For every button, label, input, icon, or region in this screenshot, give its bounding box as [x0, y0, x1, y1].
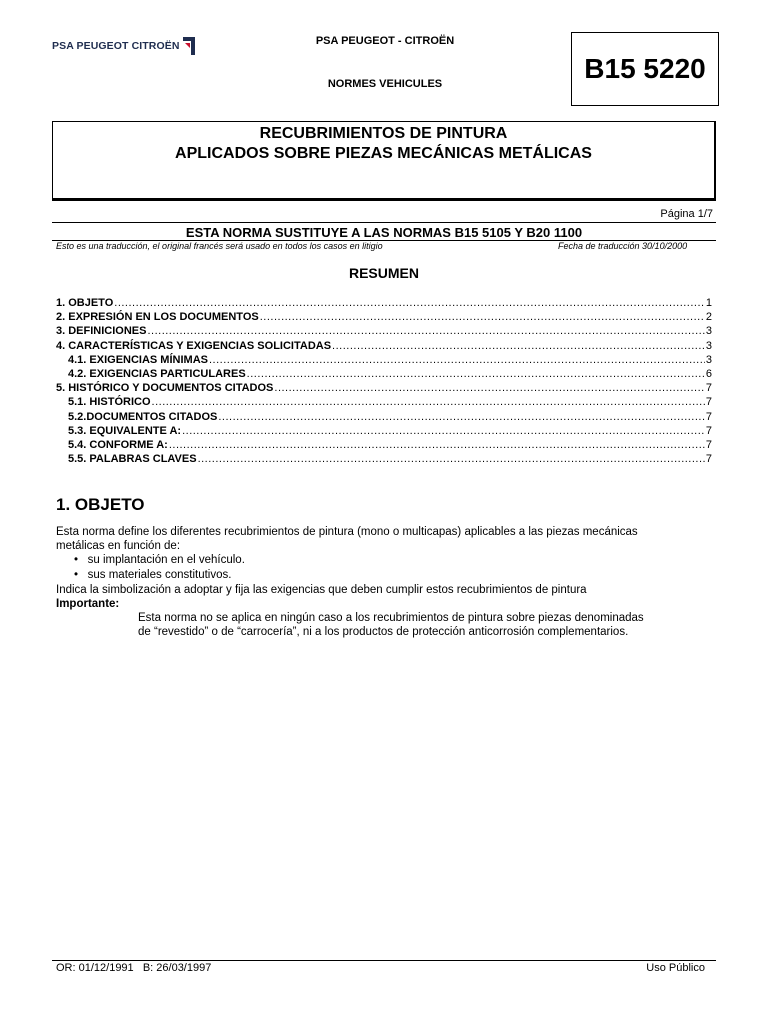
company-name: PSA PEUGEOT - CITROËN: [315, 35, 455, 47]
important-line-2: de “revestido” o de “carrocería”, ni a los productos de protección anticorrosión complementarios.: [138, 626, 629, 638]
toc-entry[interactable]: [56, 381, 712, 395]
toc-entry-page: 7: [705, 438, 712, 451]
toc-entry-page: 7: [705, 453, 712, 466]
toc-leader-dots: [198, 452, 705, 466]
toc-entry-page: 1: [705, 297, 712, 309]
toc-entry-page: 6: [705, 367, 712, 380]
summary-heading: RESUMEN: [348, 265, 419, 281]
body-line-3: Indica la simbolización a adoptar y fija las exigencias que deben cumplir estos recubrimientos de pintura: [56, 584, 587, 596]
toc-leader-dots: [332, 339, 705, 353]
toc-entry-label: 1. OBJETO: [56, 297, 114, 309]
toc-entry-label: 3. DEFINICIONES: [56, 325, 147, 338]
translation-note: Esto es una traducción, el original francés será usado en todos los casos en litigio: [56, 241, 383, 251]
toc-entry[interactable]: [56, 339, 712, 353]
toc-leader-dots: [260, 310, 705, 324]
bullet-item: [74, 554, 245, 566]
toc-leader-dots: [169, 438, 705, 452]
toc-entry-page: 7: [705, 410, 712, 423]
toc-entry-label: 2. EXPRESIÓN EN LOS DOCUMENTOS: [56, 311, 259, 324]
intro-line-1: Esta norma define los diferentes recubrimientos de pintura (mono o multicapas) aplicables a las piezas mecánicas: [56, 526, 638, 538]
toc-leader-dots: [218, 410, 705, 424]
toc-entry[interactable]: [56, 452, 712, 466]
toc-entry-label: 5.4. CONFORME A:: [68, 438, 168, 451]
document-title-box: [52, 121, 716, 201]
section-1-heading: 1. OBJETO: [56, 495, 145, 514]
page-number: Página 1/7: [660, 208, 713, 220]
toc-leader-dots: [182, 424, 705, 438]
toc-entry-page: 3: [705, 353, 712, 366]
toc-entry-label: 5. HISTÓRICO Y DOCUMENTOS CITADOS: [56, 382, 274, 395]
toc-entry[interactable]: [56, 395, 712, 409]
toc-entry-page: 3: [705, 325, 712, 338]
important-label: Importante:: [56, 598, 120, 610]
psa-emblem-icon: [182, 36, 196, 56]
toc-leader-dots: [147, 324, 704, 338]
logo-text: PSA PEUGEOT CITROËN: [52, 40, 180, 52]
toc-entry-label: 5.1. HISTÓRICO: [68, 396, 151, 409]
table-of-contents: [56, 296, 712, 466]
important-line-1: Esta norma no se aplica en ningún caso a los recubrimientos de pintura sobre piezas denominadas: [138, 612, 644, 624]
toc-entry-label: 5.3. EQUIVALENTE A:: [68, 424, 182, 437]
toc-entry[interactable]: [56, 424, 712, 438]
intro-line-2: metálicas en función de:: [56, 540, 181, 552]
psa-logo: [52, 36, 196, 56]
toc-entry[interactable]: [56, 324, 712, 338]
norm-code: [571, 32, 719, 106]
toc-entry-page: 2: [705, 311, 712, 324]
norm-category: NORMES VEHICULES: [327, 78, 443, 90]
toc-leader-dots: [274, 381, 704, 395]
toc-entry[interactable]: [56, 296, 712, 310]
bullet-text: su implantación en el vehículo.: [87, 554, 245, 566]
bullet-dot-icon: •: [74, 569, 79, 581]
toc-entry-page: 7: [705, 382, 712, 395]
toc-entry-label: 4.1. EXIGENCIAS MÍNIMAS: [68, 353, 208, 366]
toc-entry-page: 7: [705, 424, 712, 437]
bullet-dot-icon: •: [74, 554, 79, 566]
toc-leader-dots: [152, 395, 705, 409]
toc-leader-dots: [247, 367, 705, 381]
title-line-1: RECUBRIMIENTOS DE PINTURA: [259, 125, 508, 142]
toc-entry[interactable]: [56, 410, 712, 424]
footer-dates: OR: 01/12/1991 B: 26/03/1997: [56, 962, 212, 974]
bullet-item: [74, 569, 231, 581]
norm-code-text: B15 5220: [584, 53, 706, 84]
toc-entry[interactable]: [56, 438, 712, 452]
toc-entry-page: 7: [705, 396, 712, 409]
toc-leader-dots: [114, 296, 705, 310]
replaces-banner: ESTA NORMA SUSTITUYE A LAS NORMAS B15 5105 Y B20 1100: [52, 222, 716, 241]
title-line-2: APLICADOS SOBRE PIEZAS MECÁNICAS METÁLICAS: [175, 145, 592, 162]
toc-entry-label: 5.5. PALABRAS CLAVES: [68, 453, 197, 466]
translation-date: Fecha de traducción 30/10/2000: [558, 241, 688, 251]
toc-entry[interactable]: [56, 367, 712, 381]
toc-entry-label: 4.2. EXIGENCIAS PARTICULARES: [68, 367, 246, 380]
toc-entry-label: 4. CARACTERÍSTICAS Y EXIGENCIAS SOLICITADAS: [56, 339, 332, 352]
toc-entry-label: 5.2.DOCUMENTOS CITADOS: [68, 410, 218, 423]
footer-usage: Uso Público: [646, 962, 705, 974]
toc-entry[interactable]: [56, 353, 712, 367]
bullet-text: sus materiales constitutivos.: [87, 569, 232, 581]
footer-divider: [52, 960, 716, 961]
toc-leader-dots: [209, 353, 705, 367]
toc-entry-page: 3: [705, 339, 712, 352]
toc-entry[interactable]: [56, 310, 712, 324]
